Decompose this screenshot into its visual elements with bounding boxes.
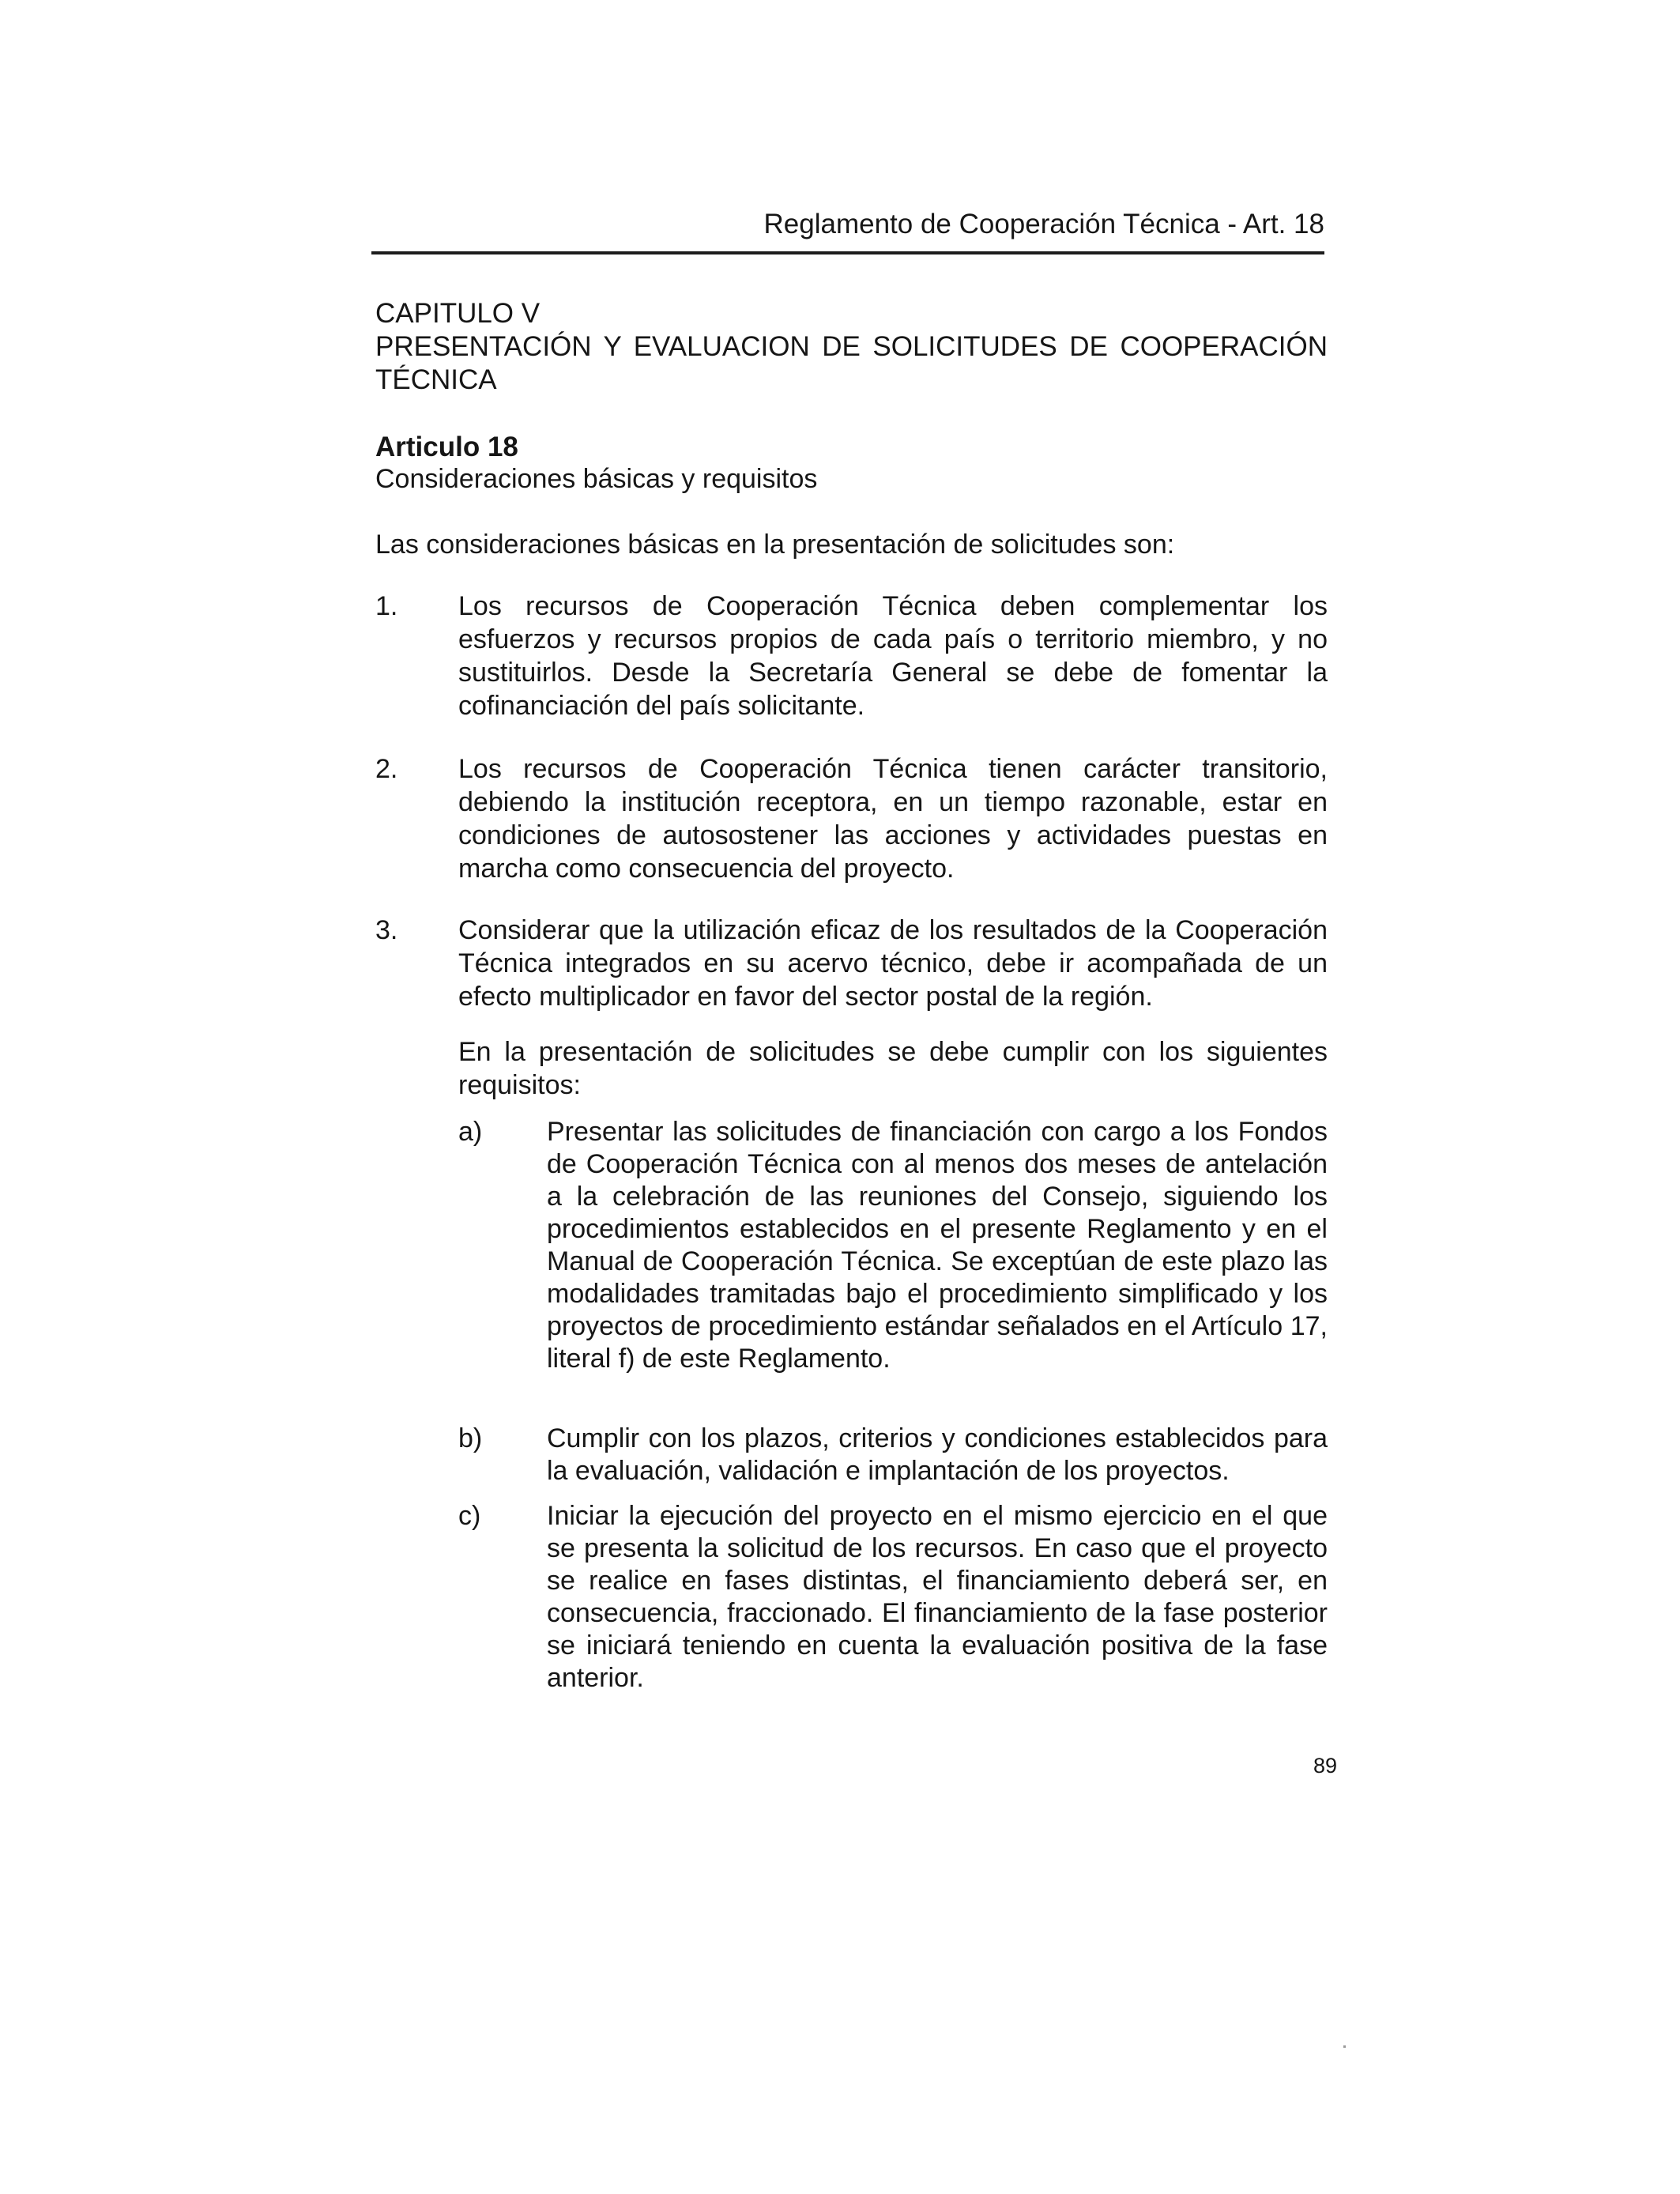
article-heading: Articulo 18 <box>375 432 518 462</box>
page-number: 89 <box>1313 1754 1337 1777</box>
consideration-number: 2. <box>375 754 398 784</box>
requirement-text: Cumplir con los plazos, criterios y condiciones establecidos para la evaluación, validación e implantación de los proyectos. <box>547 1423 1328 1486</box>
consideration-text: Los recursos de Cooperación Técnica deben complementar los esfuerzos y recursos propios de cada país o territorio miembro, y no sustituirlos. Desde la Secretaría General se debe de fomentar la cofinanciación del país solicitante. <box>458 591 1328 721</box>
requirement-text: Presentar las solicitudes de financiación con cargo a los Fondos de Cooperación Técnica con al menos dos meses de antelación a la celebración de las reuniones del Consejo, siguiendo los procedimientos establecidos en el presente Reglamento y en el Manual de Cooperación Técnica. Se exceptúan de este plazo las modalidades tramitadas bajo el procedimiento simplificado y los proyectos de procedimiento estándar señalados en el Artículo 17, literal f) de este Reglamento. <box>547 1117 1328 1374</box>
article-subheading: Consideraciones básicas y requisitos <box>375 464 818 494</box>
consideration-text: Los recursos de Cooperación Técnica tienen carácter transitorio, debiendo la institución receptora, en un tiempo razonable, estar en condiciones de autosostener las acciones y actividades puestas en marcha como consecuencia del proyecto. <box>458 754 1328 884</box>
running-header: Reglamento de Cooperación Técnica - Art. 18 <box>763 209 1324 239</box>
scan-speck <box>1343 2045 1346 2048</box>
consideration-number: 3. <box>375 915 398 945</box>
requirement-letter: b) <box>458 1423 483 1453</box>
consideration-text: Considerar que la utilización eficaz de los resultados de la Cooperación Técnica integrados en su acervo técnico, debe ir acompañada de un efecto multiplicador en favor del sector postal de la región. <box>458 915 1328 1012</box>
requirement-text: Iniciar la ejecución del proyecto en el mismo ejercicio en el que se presenta la solicitud de los recursos. En caso que el proyecto se realice en fases distintas, el financiamiento deberá ser, en consecuencia, fraccionado. El financiamiento de la fase posterior se iniciará teniendo en cuenta la evaluación positiva de la fase anterior. <box>547 1501 1328 1693</box>
consideration-number: 1. <box>375 591 398 621</box>
considerations-intro: Las consideraciones básicas en la presentación de solicitudes son: <box>375 530 1175 560</box>
chapter-label: CAPITULO V <box>375 298 541 329</box>
requirement-letter: a) <box>458 1117 483 1147</box>
requirements-intro: En la presentación de solicitudes se debe cumplir con los siguientes requisitos: <box>458 1037 1328 1100</box>
header-rule <box>371 251 1324 254</box>
chapter-heading <box>375 297 1328 397</box>
chapter-title-line-2: TÉCNICA <box>375 364 497 395</box>
chapter-title-line-1: PRESENTACIÓN Y EVALUACION DE SOLICITUDES DE COOPERACIÓN <box>375 331 1328 362</box>
requirement-letter: c) <box>458 1501 481 1531</box>
